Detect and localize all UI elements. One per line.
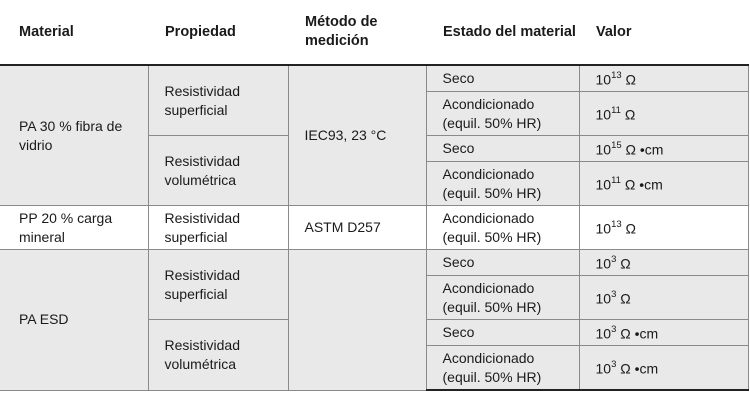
value-unit: Ω •cm bbox=[620, 176, 663, 193]
value-base: 10 bbox=[595, 325, 612, 342]
state-cell: Acondicionado (equil. 50% HR) bbox=[426, 206, 579, 250]
state-cell: Acondicionado (equil. 50% HR) bbox=[426, 346, 579, 391]
value-base: 10 bbox=[595, 290, 612, 307]
value-exponent: 13 bbox=[611, 70, 622, 82]
value-exponent: 3 bbox=[611, 359, 617, 371]
material-cell: PA 30 % fibra de vidrio bbox=[0, 65, 148, 206]
header-value: Valor bbox=[579, 0, 748, 65]
value-exponent: 11 bbox=[611, 105, 621, 117]
header-property: Propiedad bbox=[148, 0, 288, 65]
state-cell: Seco bbox=[426, 136, 579, 162]
value-exponent: 13 bbox=[611, 219, 622, 231]
value-base: 10 bbox=[595, 141, 612, 158]
value-cell bbox=[579, 136, 748, 162]
state-cell: Acondicionado (equil. 50% HR) bbox=[426, 92, 579, 136]
value-exponent: 15 bbox=[611, 140, 622, 152]
material-cell: PP 20 % carga mineral bbox=[0, 206, 148, 250]
value-exponent: 3 bbox=[611, 324, 617, 336]
method-cell bbox=[288, 250, 426, 391]
value-base: 10 bbox=[595, 71, 612, 88]
state-cell: Seco bbox=[426, 250, 579, 276]
value-base: 10 bbox=[595, 220, 612, 237]
value-cell bbox=[579, 206, 748, 250]
value-unit: Ω •cm bbox=[616, 360, 659, 377]
value-unit: Ω •cm bbox=[616, 325, 659, 342]
value-cell bbox=[579, 276, 748, 320]
property-cell: Resistividad volumétrica bbox=[148, 320, 288, 391]
value-unit: Ω bbox=[616, 255, 631, 272]
header-state: Estado del material bbox=[426, 0, 579, 65]
state-cell: Seco bbox=[426, 65, 579, 92]
property-cell: Resistividad volumétrica bbox=[148, 136, 288, 206]
value-base: 10 bbox=[595, 106, 612, 123]
table-row bbox=[0, 206, 748, 250]
value-base: 10 bbox=[595, 176, 612, 193]
header-method: Método de medición bbox=[288, 0, 426, 65]
table-row bbox=[0, 65, 748, 92]
value-exponent: 3 bbox=[611, 254, 617, 266]
property-cell: Resistividad superficial bbox=[148, 250, 288, 320]
value-cell bbox=[579, 320, 748, 346]
value-exponent: 11 bbox=[611, 175, 621, 187]
value-exponent: 3 bbox=[611, 289, 617, 301]
state-cell: Acondicionado (equil. 50% HR) bbox=[426, 162, 579, 206]
value-cell bbox=[579, 250, 748, 276]
value-base: 10 bbox=[595, 255, 612, 272]
value-unit: Ω bbox=[621, 71, 637, 88]
value-unit: Ω bbox=[616, 290, 631, 307]
value-cell bbox=[579, 162, 748, 206]
material-cell: PA ESD bbox=[0, 250, 148, 391]
property-cell: Resistividad superficial bbox=[148, 206, 288, 250]
value-unit: Ω bbox=[620, 106, 636, 123]
state-cell: Seco bbox=[426, 320, 579, 346]
value-base: 10 bbox=[595, 360, 612, 377]
value-unit: Ω bbox=[621, 220, 637, 237]
header-row bbox=[0, 0, 748, 65]
method-cell: IEC93, 23 °C bbox=[288, 65, 426, 206]
property-cell: Resistividad superficial bbox=[148, 65, 288, 136]
method-cell: ASTM D257 bbox=[288, 206, 426, 250]
header-material: Material bbox=[0, 0, 148, 65]
value-cell bbox=[579, 65, 748, 92]
table-row bbox=[0, 250, 748, 276]
value-cell bbox=[579, 92, 748, 136]
state-cell: Acondicionado (equil. 50% HR) bbox=[426, 276, 579, 320]
value-unit: Ω •cm bbox=[621, 141, 664, 158]
value-cell bbox=[579, 346, 748, 391]
